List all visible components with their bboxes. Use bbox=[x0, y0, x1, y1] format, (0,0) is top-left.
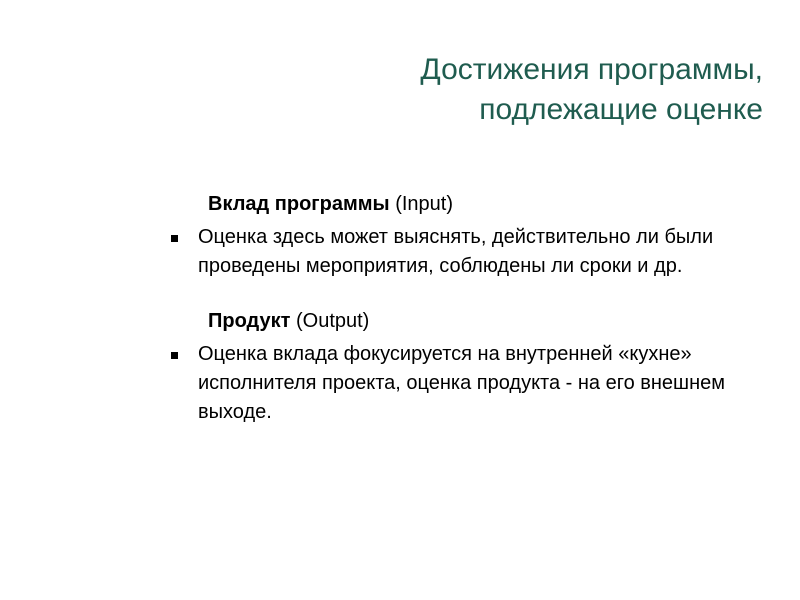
slide-title-line-2: подлежащие оценке bbox=[479, 93, 763, 126]
square-bullet-icon bbox=[171, 352, 178, 359]
section-heading-output bbox=[168, 307, 758, 336]
bullet-text-output: Оценка вклада фокусируется на внутренней «кухне» исполнителя проекта, оценка продукта - на его внешнем выходе. bbox=[198, 343, 726, 423]
bullet-text-input: Оценка здесь может выяснять, действительно ли были проведены мероприятия, соблюдены ли сроки и др. bbox=[198, 226, 714, 277]
bullet-item-input bbox=[168, 223, 758, 281]
section-heading-output-bold: Продукт bbox=[208, 310, 291, 332]
slide-title bbox=[203, 50, 763, 130]
section-heading-input-rest: (Input) bbox=[389, 193, 453, 215]
section-heading-input bbox=[168, 190, 758, 219]
section-spacer bbox=[168, 281, 758, 307]
bullet-item-output bbox=[168, 340, 758, 427]
section-heading-output-rest: (Output) bbox=[290, 310, 370, 332]
slide-title-line-1: Достижения программы, bbox=[420, 53, 763, 86]
section-heading-input-bold: Вклад программы bbox=[208, 193, 390, 215]
slide-content bbox=[168, 190, 758, 427]
square-bullet-icon bbox=[171, 235, 178, 242]
